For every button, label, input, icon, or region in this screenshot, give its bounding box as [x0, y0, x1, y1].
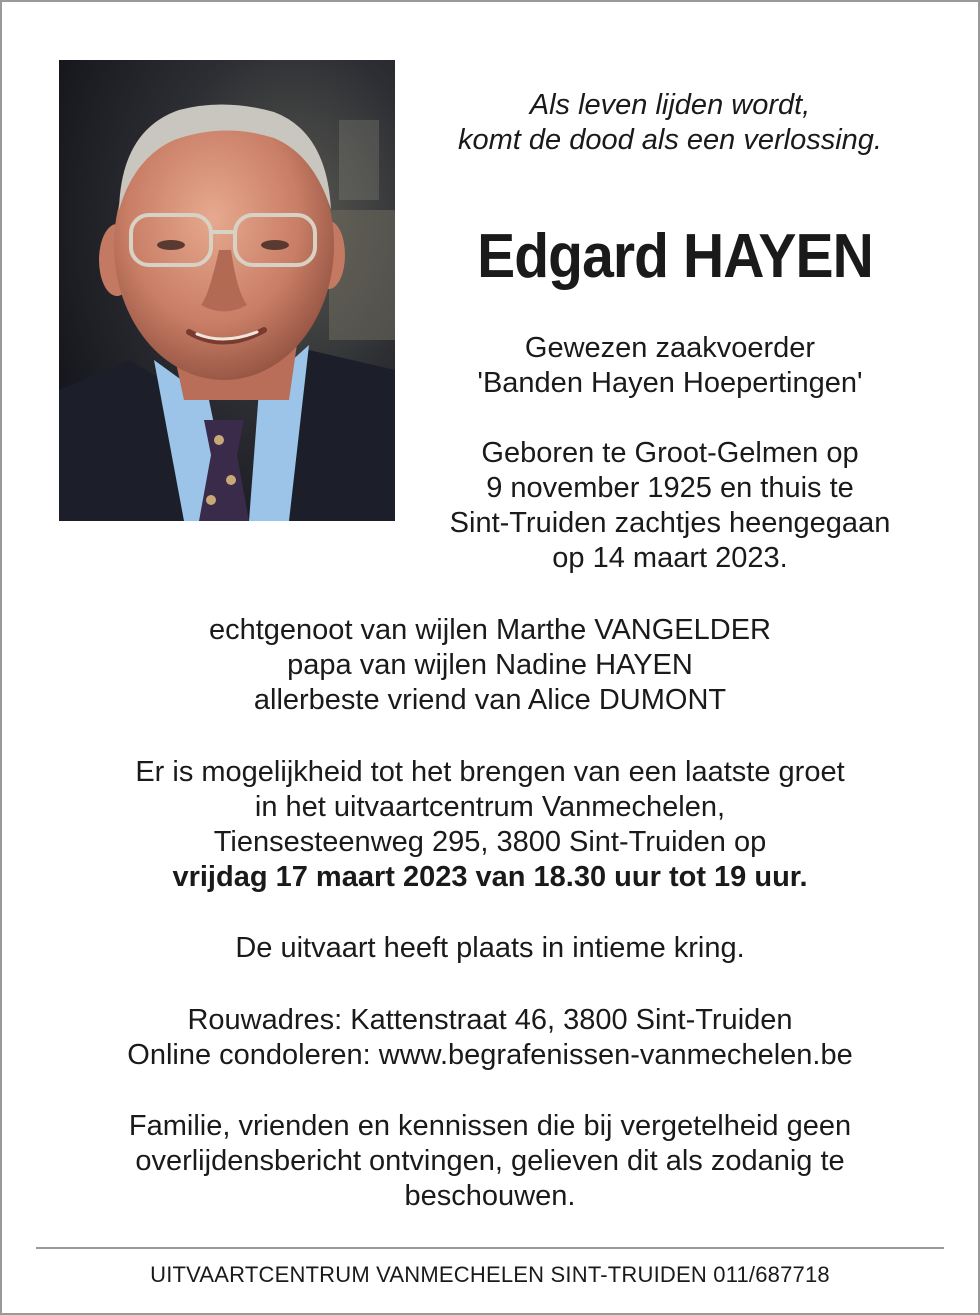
notice-line-3: beschouwen.	[404, 1180, 576, 1212]
occupation-line-2: 'Banden Hayen Hoepertingen'	[477, 367, 863, 399]
mourning-address: Rouwadres: Kattenstraat 46, 3800 Sint-Truiden	[187, 1004, 793, 1036]
footer-funeral-home: UITVAARTCENTRUM VANMECHELEN SINT-TRUIDEN 011/687718	[150, 1262, 830, 1287]
life-dates-block	[410, 436, 930, 576]
portrait-photo	[59, 60, 395, 521]
relation-line-2: papa van wijlen Nadine HAYEN	[287, 649, 693, 681]
footer-divider	[36, 1247, 944, 1249]
relation-line-3: allerbeste vriend van Alice DUMONT	[253, 684, 727, 716]
occupation-line-1: Gewezen zaakvoerder	[524, 332, 816, 364]
funeral-text: De uitvaart heeft plaats in intieme kring.	[235, 932, 745, 964]
visitation-line-1: Er is mogelijkheid tot het brengen van een laatste groet	[135, 756, 845, 788]
deceased-name: Edgard HAYEN	[477, 222, 873, 291]
life-line-4: op 14 maart 2023.	[552, 542, 788, 574]
relations-block	[40, 613, 940, 718]
life-line-1: Geboren te Groot-Gelmen op	[481, 437, 859, 469]
life-line-3: Sint-Truiden zachtjes heengegaan	[449, 507, 891, 539]
online-condolence: Online condoleren: www.begrafenissen-vanmechelen.be	[127, 1039, 853, 1071]
visitation-block	[40, 755, 940, 895]
quote-line-1: Als leven lijden wordt,	[529, 89, 811, 121]
occupation-block	[410, 331, 930, 401]
portrait-illustration	[59, 60, 395, 521]
contact-block	[40, 1003, 940, 1073]
visitation-line-3: Tiensesteenweg 295, 3800 Sint-Truiden op	[213, 826, 767, 858]
relation-line-1: echtgenoot van wijlen Marthe VANGELDER	[208, 614, 772, 646]
notice-block	[40, 1109, 940, 1214]
quote-line-2: komt de dood als een verlossing.	[458, 124, 882, 156]
funeral-block	[40, 931, 940, 966]
visitation-datetime: vrijdag 17 maart 2023 van 18.30 uur tot 19 uur.	[172, 861, 808, 893]
visitation-line-2: in het uitvaartcentrum Vanmechelen,	[254, 791, 726, 823]
memorial-quote	[420, 88, 920, 158]
notice-line-2: overlijdensbericht ontvingen, gelieven dit als zodanig te	[135, 1145, 845, 1177]
notice-line-1: Familie, vrienden en kennissen die bij vergetelheid geen	[128, 1110, 852, 1142]
life-line-2: 9 november 1925 en thuis te	[486, 472, 854, 504]
